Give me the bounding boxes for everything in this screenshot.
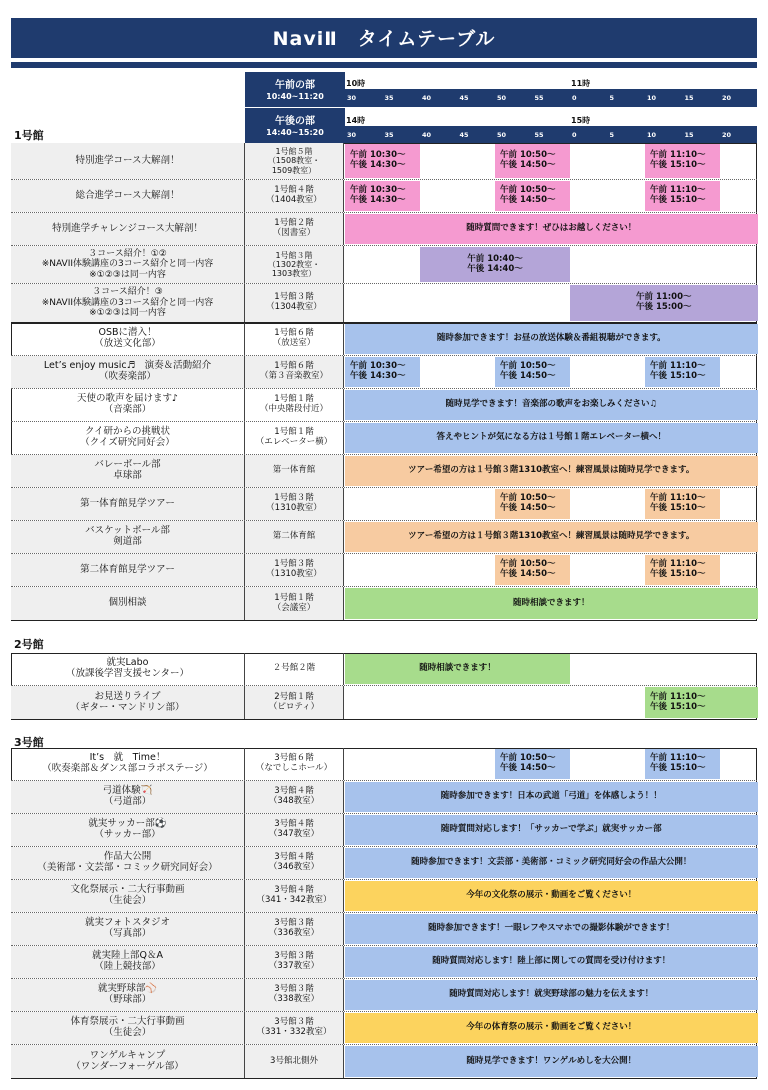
event-name: バスケットボール部 剣道部 bbox=[11, 521, 245, 553]
time-tick: 15 bbox=[684, 131, 694, 139]
time-tick: 55 bbox=[534, 131, 544, 139]
schedule-block: 随時質問できます！ぜひはお越しください！ bbox=[345, 214, 758, 244]
schedule-block: 今年の体育祭の展示・動画をご覧ください！ bbox=[345, 1013, 758, 1043]
time-tick: 45 bbox=[459, 131, 469, 139]
table-row bbox=[11, 554, 757, 587]
schedule-block: 随時見学できます！ワンゲルめしを大公開！ bbox=[345, 1046, 758, 1077]
section-label-building-3: 3号館 bbox=[14, 736, 44, 749]
schedule-block: 午前 11:10～ 午後 15:10～ bbox=[645, 144, 720, 178]
event-location: 第一体育館 bbox=[245, 455, 344, 487]
schedule-block: 午前 11:10～ 午後 15:10～ bbox=[645, 489, 720, 519]
event-name: 就実野球部⚾ （野球部） bbox=[11, 979, 245, 1011]
event-name: 弓道体験🏹 （弓道部） bbox=[11, 781, 245, 813]
event-name: It’s 就 Time！ （吹奏楽部＆ダンス部コラボステージ） bbox=[11, 748, 245, 780]
event-location: 3号館３階 （338教室） bbox=[245, 979, 344, 1011]
time-tick: 50 bbox=[497, 131, 507, 139]
event-name: 作品大公開 （美術部・文芸部・コミック研究同好会） bbox=[11, 847, 245, 879]
schedule-block: 午前 11:10～ 午後 15:10～ bbox=[645, 555, 720, 585]
table-row bbox=[11, 389, 757, 422]
table-row bbox=[11, 686, 757, 719]
time-tick: 0 bbox=[572, 94, 577, 102]
time-tick: 10 bbox=[647, 94, 657, 102]
pm-label: 午後の部 bbox=[275, 116, 315, 127]
table-row bbox=[11, 847, 757, 880]
event-location: 3号館３階 （331・332教室） bbox=[245, 1012, 344, 1044]
event-location: 1号館３階 （1302教室・ 1303教室） bbox=[245, 246, 344, 283]
table-row bbox=[11, 946, 757, 979]
event-location: 1号館１階 （中央階段付近） bbox=[245, 389, 344, 421]
schedule-block: 午前 10:30～ 午後 14:30～ bbox=[345, 357, 420, 387]
table-row bbox=[11, 587, 757, 620]
schedule-block: 午前 10:40～ 午後 14:40～ bbox=[420, 247, 570, 282]
event-location: 3号館４階 （341・342教室） bbox=[245, 880, 344, 912]
am-hour-2: 11時 bbox=[571, 79, 591, 88]
time-tick: 20 bbox=[722, 131, 732, 139]
time-tick: 55 bbox=[534, 94, 544, 102]
schedule-block: 随時質問対応します！「サッカーで学ぶ」就実サッカー部 bbox=[345, 815, 758, 845]
event-name: 就実Labo （放課後学習支援センター） bbox=[11, 653, 245, 685]
schedule-block: 午前 10:50～ 午後 14:50～ bbox=[495, 181, 570, 211]
event-name: 体育祭展示・二大行事動画 （生徒会） bbox=[11, 1012, 245, 1044]
table-row bbox=[11, 213, 757, 246]
table-row bbox=[11, 284, 757, 322]
table-row bbox=[11, 748, 757, 781]
schedule-block: ツアー希望の方は１号館３階1310教室へ！練習風景は随時見学できます。 bbox=[345, 522, 758, 552]
event-name: Let’s enjoy music♬ 演奏＆活動紹介 （吹奏楽部） bbox=[11, 356, 245, 388]
time-tick: 10 bbox=[647, 131, 657, 139]
table-row bbox=[11, 880, 757, 913]
table-row bbox=[11, 913, 757, 946]
event-name: ３コース紹介！①② ※NAVIⅠ体験講座の3コース紹介と同一内容 ※①②③は同一内容 bbox=[11, 246, 245, 283]
am-header bbox=[245, 72, 345, 107]
time-tick: 35 bbox=[384, 131, 394, 139]
event-location: 1号館１階 （エレベーター横） bbox=[245, 422, 344, 454]
table-row bbox=[11, 143, 757, 180]
table-row bbox=[11, 422, 757, 455]
pm-hour-2: 15時 bbox=[571, 116, 591, 125]
time-tick: 30 bbox=[347, 94, 357, 102]
table-row bbox=[11, 521, 757, 554]
event-location: 1号館３階 （1304教室） bbox=[245, 284, 344, 322]
schedule-block: 随時質問対応します！陸上部に関しての質問を受け付けます！ bbox=[345, 947, 758, 977]
time-tick: 0 bbox=[572, 131, 577, 139]
schedule-block: 午前 11:10～ 午後 15:10～ bbox=[645, 749, 720, 779]
table-row bbox=[11, 1045, 757, 1078]
event-name: 第一体育館見学ツアー bbox=[11, 488, 245, 520]
event-name: 総合進学コース大解剖！ bbox=[11, 180, 245, 212]
schedule-block: 午前 10:50～ 午後 14:50～ bbox=[495, 357, 570, 387]
schedule-block: 午前 11:10～ 午後 15:10～ bbox=[645, 181, 720, 211]
event-location: 第二体育館 bbox=[245, 521, 344, 553]
event-name: 天使の歌声を届けます♪ （音楽部） bbox=[11, 389, 245, 421]
schedule-block: 随時質問対応します！就実野球部の魅力を伝えます！ bbox=[345, 980, 758, 1010]
time-tick: 40 bbox=[422, 131, 432, 139]
event-name: 特別進学チャレンジコース大解剖！ bbox=[11, 213, 245, 245]
section-label-building-2: 2号館 bbox=[14, 638, 44, 651]
table-row bbox=[11, 653, 757, 686]
event-location: 2号館１階 （ピロティ） bbox=[245, 686, 344, 719]
schedule-block: 今年の文化祭の展示・動画をご覧ください！ bbox=[345, 881, 758, 911]
event-name: ワンゲルキャンプ （ワンダーフォーゲル部） bbox=[11, 1045, 245, 1078]
schedule-block: 随時見学できます！音楽部の歌声をお楽しみください♫ bbox=[345, 390, 758, 420]
table-row bbox=[11, 455, 757, 488]
table-row bbox=[11, 180, 757, 213]
event-name: お見送りライブ （ギター・マンドリン部） bbox=[11, 686, 245, 719]
event-name: OSBに潜入！ （放送文化部） bbox=[11, 323, 245, 355]
schedule-block: 午前 10:50～ 午後 14:50～ bbox=[495, 555, 570, 585]
event-location: 3号館４階 （347教室） bbox=[245, 814, 344, 846]
pm-header bbox=[245, 108, 345, 143]
time-tick: 5 bbox=[609, 131, 615, 139]
event-location: 1号館３階 （1310教室） bbox=[245, 554, 344, 586]
pm-time: 14:40~15:20 bbox=[266, 128, 324, 137]
table-row bbox=[11, 814, 757, 847]
event-location: 3号館４階 （348教室） bbox=[245, 781, 344, 813]
event-location: 3号館４階 （346教室） bbox=[245, 847, 344, 879]
time-tick: 20 bbox=[722, 94, 732, 102]
table-row bbox=[11, 1012, 757, 1045]
table-row bbox=[11, 246, 757, 284]
schedule-block: ツアー希望の方は１号館３階1310教室へ！練習風景は随時見学できます。 bbox=[345, 456, 758, 486]
event-location: 3号館３階 （336教室） bbox=[245, 913, 344, 945]
title-underline bbox=[11, 62, 757, 68]
schedule-block: 随時参加できます！お昼の放送体験＆番組視聴ができます。 bbox=[345, 324, 758, 354]
schedule-block: 随時相談できます！ bbox=[345, 588, 758, 619]
schedule-block: 随時参加できます！日本の武道「弓道」を体感しよう！！ bbox=[345, 782, 758, 812]
table-row bbox=[11, 323, 757, 356]
event-location: 3号館３階 （337教室） bbox=[245, 946, 344, 978]
event-location: 1号館４階 （1404教室） bbox=[245, 180, 344, 212]
event-location: 3号館６階 （なでしこホール） bbox=[245, 748, 344, 780]
event-location: 1号館１階 （会議室） bbox=[245, 587, 344, 620]
event-name: 就実陸上部Q＆A （陸上競技部） bbox=[11, 946, 245, 978]
event-location: ２号館２階 bbox=[245, 653, 344, 685]
schedule-block: 午前 11:00～ 午後 15:00～ bbox=[570, 285, 758, 321]
am-time-strip bbox=[345, 89, 757, 107]
schedule-block: 午前 11:10～ 午後 15:10～ bbox=[645, 357, 720, 387]
schedule-block: 随時参加できます！一眼レフやスマホでの撮影体験ができます！ bbox=[345, 914, 758, 944]
event-name: 個別相談 bbox=[11, 587, 245, 620]
table-row bbox=[11, 356, 757, 389]
event-name: 特別進学コース大解剖！ bbox=[11, 143, 245, 179]
event-location: 3号館北側外 bbox=[245, 1045, 344, 1078]
time-tick: 15 bbox=[684, 94, 694, 102]
schedule-block: 答えやヒントが気になる方は１号館１階エレベーター横へ！ bbox=[345, 423, 758, 453]
schedule-block: 午前 10:50～ 午後 14:50～ bbox=[495, 144, 570, 178]
time-tick: 40 bbox=[422, 94, 432, 102]
am-label: 午前の部 bbox=[275, 80, 315, 91]
event-name: 文化祭展示・二大行事動画 （生徒会） bbox=[11, 880, 245, 912]
section-label-building-1: 1号館 bbox=[14, 129, 44, 142]
event-location: 1号館３階 （1310教室） bbox=[245, 488, 344, 520]
event-name: バレーボール部 卓球部 bbox=[11, 455, 245, 487]
schedule-block: 午前 11:10～ 午後 15:10～ bbox=[645, 687, 758, 718]
time-tick: 5 bbox=[609, 94, 615, 102]
time-tick: 35 bbox=[384, 94, 394, 102]
pm-time-strip bbox=[345, 126, 757, 144]
event-name: ３コース紹介！③ ※NAVIⅠ体験講座の3コース紹介と同一内容 ※①②③は同一内容 bbox=[11, 284, 245, 322]
event-location: 1号館６階 （第３音楽教室） bbox=[245, 356, 344, 388]
schedule-block: 随時相談できます！ bbox=[345, 654, 570, 684]
table-row bbox=[11, 488, 757, 521]
am-hour-1: 10時 bbox=[346, 79, 366, 88]
event-name: クイ研からの挑戦状 （クイズ研究同好会） bbox=[11, 422, 245, 454]
event-name: 就実サッカー部⚽ （サッカー部） bbox=[11, 814, 245, 846]
event-location: 1号館６階 （放送室） bbox=[245, 323, 344, 355]
time-tick: 45 bbox=[459, 94, 469, 102]
page-title: NaviⅡ タイムテーブル bbox=[11, 18, 757, 58]
event-location: 1号館２階 （図書室） bbox=[245, 213, 344, 245]
schedule-block: 午前 10:50～ 午後 14:50～ bbox=[495, 489, 570, 519]
table-row bbox=[11, 781, 757, 814]
schedule-block: 午前 10:50～ 午後 14:50～ bbox=[495, 749, 570, 779]
schedule-block: 午前 10:30～ 午後 14:30～ bbox=[345, 181, 420, 211]
event-name: 第二体育館見学ツアー bbox=[11, 554, 245, 586]
time-tick: 30 bbox=[347, 131, 357, 139]
schedule-block: 午前 10:30～ 午後 14:30～ bbox=[345, 144, 420, 178]
schedule-block: 随時参加できます！文芸部・美術部・コミック研究同好会の作品大公開！ bbox=[345, 848, 758, 878]
am-time: 10:40~11:20 bbox=[266, 92, 324, 101]
event-name: 就実フォトスタジオ （写真部） bbox=[11, 913, 245, 945]
table-row bbox=[11, 979, 757, 1012]
time-tick: 50 bbox=[497, 94, 507, 102]
event-location: 1号館５階 （1508教室・ 1509教室） bbox=[245, 143, 344, 179]
pm-hour-1: 14時 bbox=[346, 116, 366, 125]
